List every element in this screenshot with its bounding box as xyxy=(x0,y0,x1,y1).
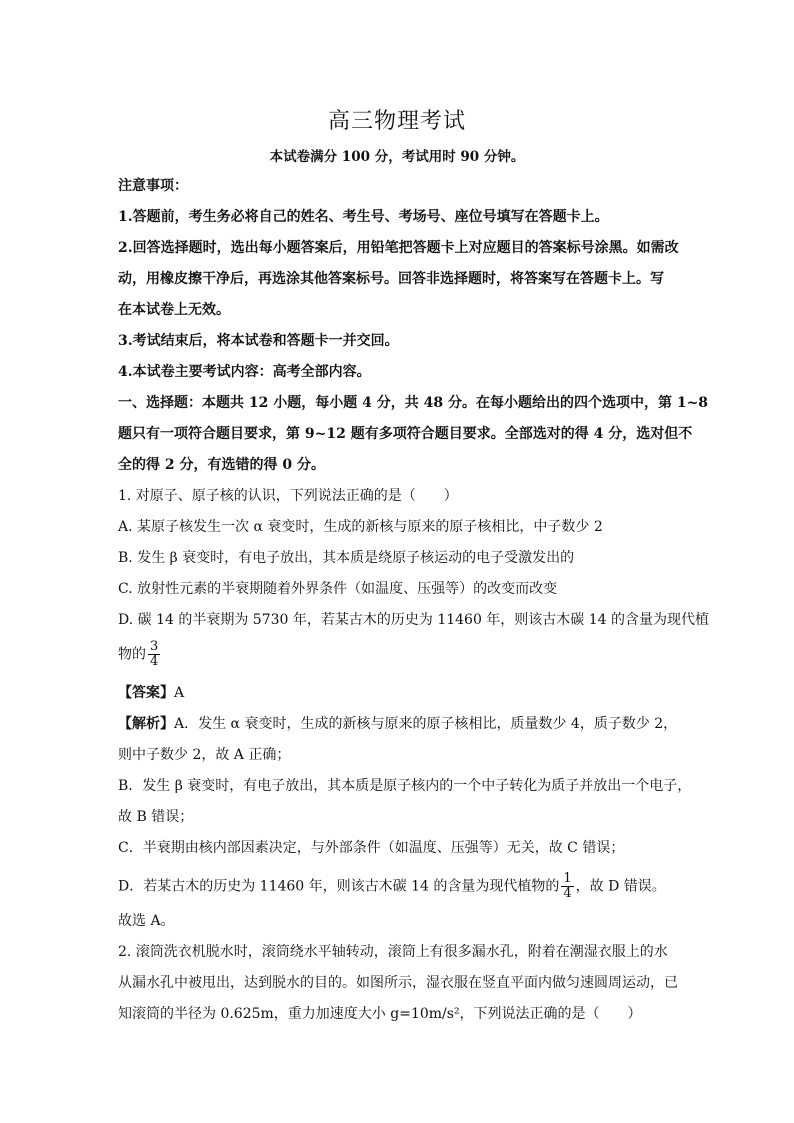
answer-tag: 【答案】 xyxy=(118,685,174,701)
q2-line-3: 知滚筒的半径为 0.625m，重力加速度大小 g=10m/s²，下列说法正确的是（ ） xyxy=(118,1006,642,1022)
q2-line-2: 从漏水孔中被甩出，达到脱水的目的。如图所示，湿衣服在竖直平面内做匀速圆周运动，已 xyxy=(118,975,678,991)
q1-analysis-line-5: C．半衰期由核内部因素决定，与外部条件（如温度、压强等）无关，故 C 错误； xyxy=(118,840,625,856)
q1-analysis-line-4: 故 B 错误； xyxy=(118,809,194,825)
q1-option-d-line-1: D. 碳 14 的半衰期为 5730 年，若某古木的历史为 11460 年，则该古木碳 14 的含量为现代植 xyxy=(118,612,710,628)
fraction-denominator: 4 xyxy=(563,886,572,901)
note-3: 3.考试结束后，将本试卷和答题卡一并交回。 xyxy=(118,333,399,349)
q1-analysis-line-3: B．发生 β 衰变时，有电子放出，其本质是原子核内的一个中子转化为质子并放出一个电子， xyxy=(118,778,692,794)
note-2-line-1: 2.回答选择题时，选出每小题答案后，用铅笔把答题卡上对应题目的答案标号涂黑。如需改 xyxy=(118,240,679,256)
note-1: 1.答题前，考生务必将自己的姓名、考生号、考场号、座位号填写在答题卡上。 xyxy=(118,209,609,225)
fraction-one-quarter xyxy=(561,872,573,901)
q1-option-d-line-2 xyxy=(118,640,162,669)
fraction-numerator: 1 xyxy=(563,871,572,886)
q1-option-b: B. 发生 β 衰变时，有电子放出，其本质是绕原子核运动的电子受激发出的 xyxy=(118,550,575,566)
section-1-line-1: 一、选择题：本题共 12 小题，每小题 4 分，共 48 分。在每小题给出的四个选项中，第 1~8 xyxy=(118,395,709,411)
q1-analysis-line-1 xyxy=(118,714,677,734)
analysis-d-end: ，故 D 错误。 xyxy=(575,878,666,895)
section-1-line-3: 全的得 2 分，有选错的得 0 分。 xyxy=(118,457,325,473)
q1-analysis-line-2: 则中子数少 2，故 A 正确； xyxy=(118,747,291,763)
note-4: 4.本试卷主要考试内容：高考全部内容。 xyxy=(118,364,371,380)
page-title: 高三物理考试 xyxy=(327,109,466,134)
notes-heading: 注意事项： xyxy=(118,178,188,194)
q1-option-a: A. 某原子核发生一次 α 衰变时，生成的新核与原来的原子核相比，中子数少 2 xyxy=(118,519,603,535)
q1-option-c: C. 放射性元素的半衰期随着外界条件（如温度、压强等）的改变而改变 xyxy=(118,581,558,597)
q1-option-d-text: 物的 xyxy=(118,646,146,663)
exam-subtitle: 本试卷满分 100 分，考试用时 90 分钟。 xyxy=(269,149,525,165)
fraction-numerator: 3 xyxy=(150,639,159,654)
fraction-three-quarters xyxy=(148,640,160,669)
analysis-d-text: D．若某古木的历史为 11460 年，则该古木碳 14 的含量为现代植物的 xyxy=(118,878,560,895)
q1-stem: 1. 对原子、原子核的认识，下列说法正确的是（ ） xyxy=(118,488,458,504)
fraction-denominator: 4 xyxy=(150,654,159,669)
analysis-text: A．发生 α 衰变时，生成的新核与原来的原子核相比，质量数少 4，质子数少 2， xyxy=(174,716,678,732)
q2-line-1: 2. 滚筒洗衣机脱水时，滚筒绕水平轴转动，滚筒上有很多漏水孔，附着在潮湿衣服上的水 xyxy=(118,944,668,960)
analysis-tag: 【解析】 xyxy=(118,716,174,732)
q1-analysis-line-6 xyxy=(118,872,666,901)
q1-answer xyxy=(118,683,184,703)
section-1-line-2: 题只有一项符合题目要求，第 9~12 题有多项符合题目要求。全部选对的得 4 分，选对但不 xyxy=(118,426,693,442)
answer-value: A xyxy=(174,685,185,701)
note-2-line-3: 在本试卷上无效。 xyxy=(118,302,230,318)
note-2-line-2: 动，用橡皮擦干净后，再选涂其他答案标号。回答非选择题时，将答案写在答题卡上。写 xyxy=(118,271,664,287)
q1-conclusion: 故选 A。 xyxy=(118,913,175,929)
